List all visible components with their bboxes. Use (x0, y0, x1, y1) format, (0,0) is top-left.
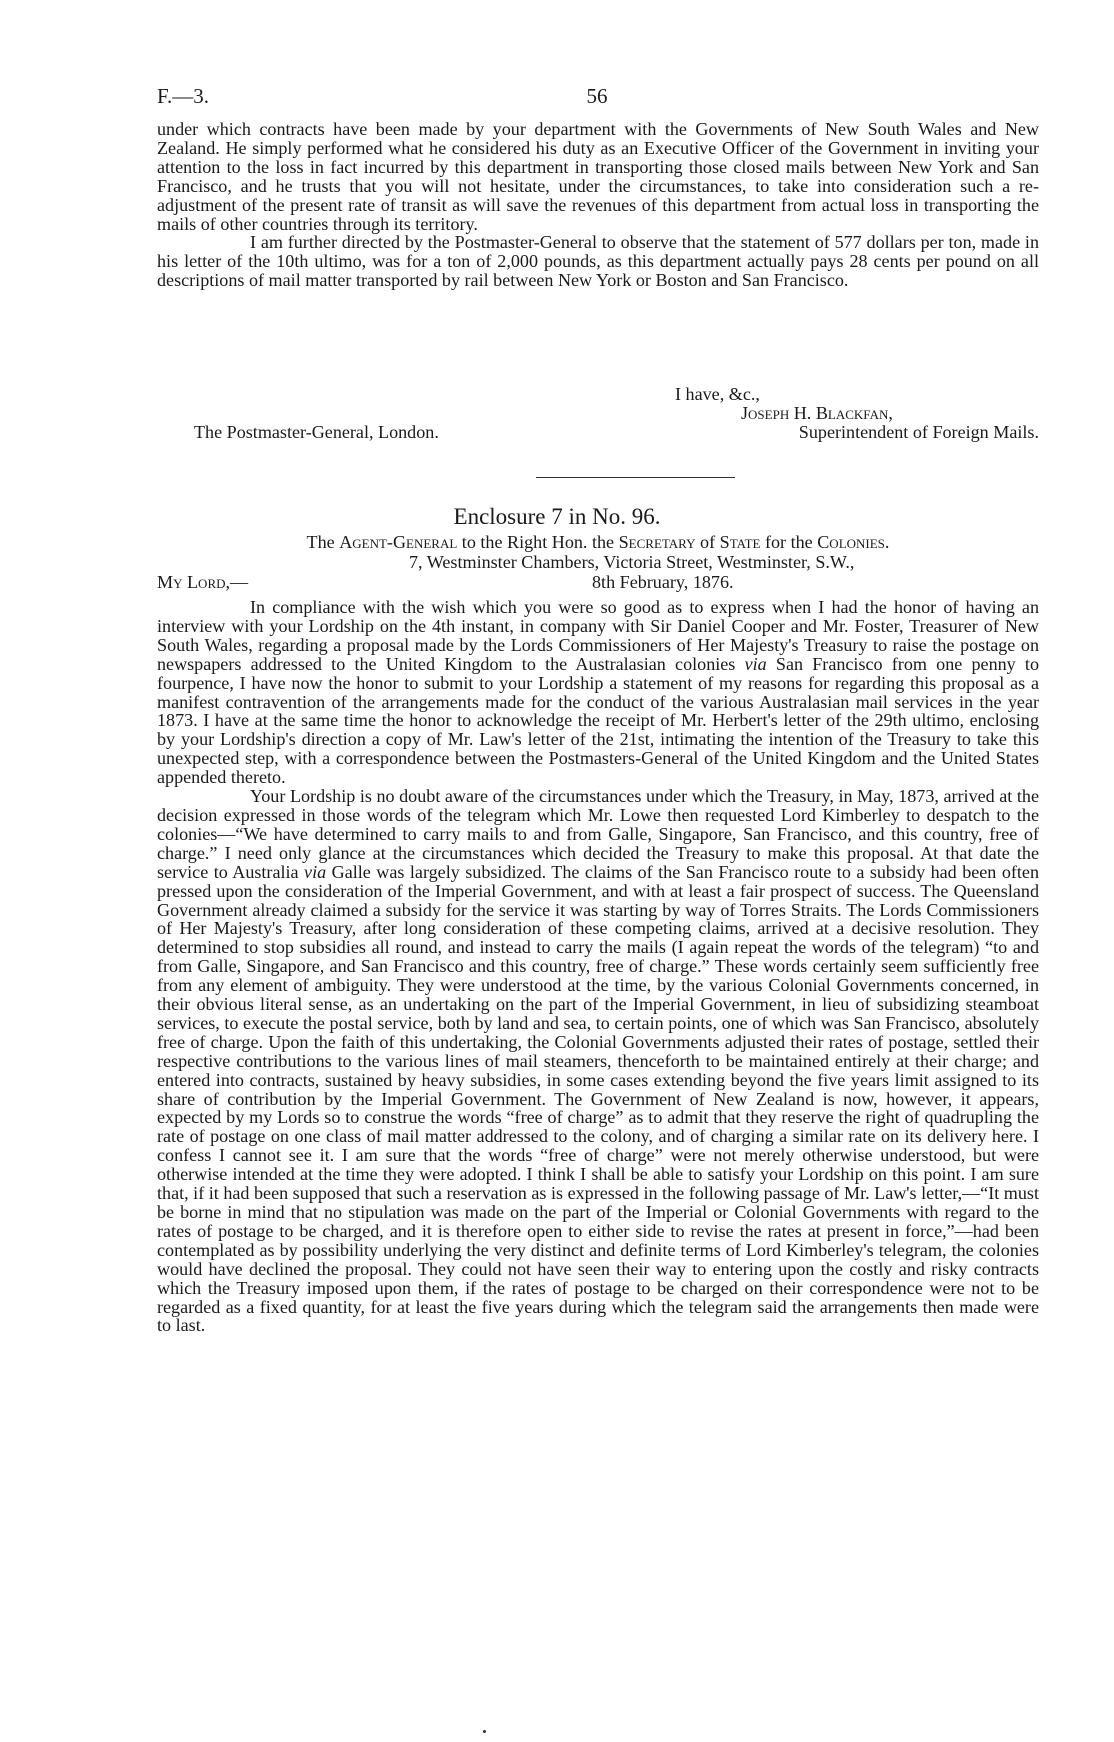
subtitle-text: The (306, 532, 340, 552)
letter-signature-block (157, 385, 1039, 443)
italic-via: via (304, 861, 327, 882)
subtitle-agent-general: Agent-General (339, 532, 458, 552)
page-header (157, 84, 1037, 114)
salutation: My Lord,— (157, 572, 249, 592)
paragraph-text: Your Lordship is no doubt aware of the circumstances under which the Treasury, in May, 1873, arrived at the decision expressed in those words of the telegram which Mr. Lowe then requested Lord Kimberley to despatch to the colonies—“We have determined to carry mails to and from Galle, Singapore, San Francisco, and this country, free of charge.” I need only glance at the circumstances which decided the Treasury to make this proposal. At that date the service to Australia (157, 786, 1039, 882)
enclosure-paragraph-2 (157, 787, 1039, 1335)
letter-heading (157, 553, 1039, 595)
print-mark (483, 1730, 486, 1733)
page-number: 56 (586, 84, 608, 108)
continuation-paragraph-2: I am further directed by the Postmaster-General to observe that the statement of 577 dollars per ton, made in his letter of the 10th ultimo, was for a ton of 2,000 pounds, as this department actually pays 28 cents per pound on all descriptions of mail matter transported by rail between New York or Boston and San Francisco. (157, 232, 1039, 291)
continuation-paragraph-1: under which contracts have been made by your department with the Governments of New South Wales and New Zealand. He simply performed what he considered his duty as an Executive Officer of the Government in inviting your attention to the loss in fact incurred by this department in transporting those closed mails between New York and San Francisco, and he trusts that you will not hesitate, under the circumstances, to take into consideration such a re-adjustment of the present rate of transit as will save the revenues of this department from actual loss in transporting the mails of other countries through its territory. (157, 119, 1039, 234)
subtitle-state: State (719, 532, 761, 552)
sender-address: 7, Westminster Chambers, Victoria Street, Westminster, S.W., (409, 552, 855, 572)
continuation-text (157, 120, 1039, 290)
section-divider (536, 477, 735, 478)
subtitle-text: to the Right Hon. the (457, 532, 619, 552)
signatory-title: Superintendent of Foreign Mails. (798, 422, 1039, 442)
enclosure-subtitle (157, 532, 1039, 553)
signatory-name: Joseph H. Blackfan, (741, 403, 893, 423)
paragraph-text: In compliance with the wish which you were so good as to express when I had the honor of having an interview with your Lordship on the 4th instant, in company with Sir Daniel Cooper and Mr. Foster, Treasurer of New South Wales, regarding a proposal made by the Lords Commissioners of Her Majesty's Treasury to raise the postage on newspapers addressed to the United Kingdom to the Australasian colonies (157, 597, 1039, 674)
closing-phrase: I have, &c., (675, 384, 760, 404)
subtitle-text: . (884, 532, 890, 552)
subtitle-text: of (695, 532, 720, 552)
paragraph-text: San Francisco from one penny to fourpence, I have now the honor to submit to your Lordship a statement of my reasons for regarding this proposal as a manifest contravention of the arrangements made for the conduct of the various Australasian mail services in the year 1873. I have at the same time the honor to acknowledge the receipt of Mr. Herbert's letter of the 29th ultimo, enclosing by your Lordship's direction a copy of Mr. Law's letter of the 21st, intimating the intention of the Treasury to take this unexpected step, with a correspondence between the Postmasters-General of the United Kingdom and the United States appended thereto. (157, 653, 1040, 788)
addressee: The Postmaster-General, London. (194, 422, 439, 442)
letter-date: 8th February, 1876. (592, 572, 734, 592)
subtitle-text: for the (760, 532, 818, 552)
enclosure-paragraph-1 (157, 598, 1039, 787)
enclosure-title: Enclosure 7 in No. 96. (453, 504, 661, 529)
enclosure-body (157, 598, 1039, 1335)
paragraph-text: Galle was largely subsidized. The claims of the San Francisco route to a subsidy had been often pressed upon the consideration of the Imperial Government, and with at least a fair prospect of success. The Queensland Government already claimed a subsidy for the service it was starting by way of Torres Straits. The Lords Commissioners of Her Majesty's Treasury, after long consideration of these competing claims, arrived at a decisive resolution. They determined to stop subsidies all round, and instead to carry the mails (I again repeat the words of the telegram) “to and from Galle, Singapore, and San Francisco and this country, free of charge.” These words certainly seem sufficiently free from any element of ambiguity. They were understood at the time, by the various Colonial Governments concerned, in their obvious literal sense, as an undertaking on the part of the Imperial Government, in lieu of subsidizing steamboat services, to execute the postal service, both by land and sea, to certain points, one of which was San Francisco, absolutely free of charge. Upon the faith of this undertaking, the Colonial Governments adjusted their rates of postage, settled their respective contributions to the various lines of mail steamers, thenceforth to be maintained entirely at their charge; and entered into contracts, sustained by heavy subsidies, in some cases extending beyond the five years limit assigned to its share of contribution by the Imperial Government. The Government of New Zealand is now, however, it appears, expected by my Lords so to construe the words “free of charge” as to admit that they reserve the right of quadrupling the rate of postage on one class of mail matter addressed to the colony, and of charging a similar rate on its delivery here. I confess I cannot see it. I am sure that the words “free of charge” were not merely otherwise understood, but were otherwise intended at the time they were adopted. I think I shall be able to satisfy your Lordship on this point. I am sure that, if it had been supposed that such a reservation as is expressed in the following passage of Mr. Law's letter,—“It must be borne in mind that no stipulation was made on the part of the Imperial or Colonial Governments with regard to the rates of postage to be charged, and it is therefore open to either side to revise the rates at present in force,”—had been contemplated as by possibility underlying the very distinct and definite terms of Lord Kimberley's telegram, the colonies would have declined the proposal. They could not have seen their way to entering upon the costly and risky contracts which the Treasury imposed upon them, if the rates of postage to be charged on their correspondence were not to be regarded as a fixed quantity, for at least the five years during which the telegram said the arrangements then made were to last. (157, 861, 1039, 1336)
italic-via: via (744, 653, 767, 674)
subtitle-secretary: Secretary (618, 532, 696, 552)
document-code: F.—3. (157, 84, 209, 108)
subtitle-colonies: Colonies (817, 532, 885, 552)
